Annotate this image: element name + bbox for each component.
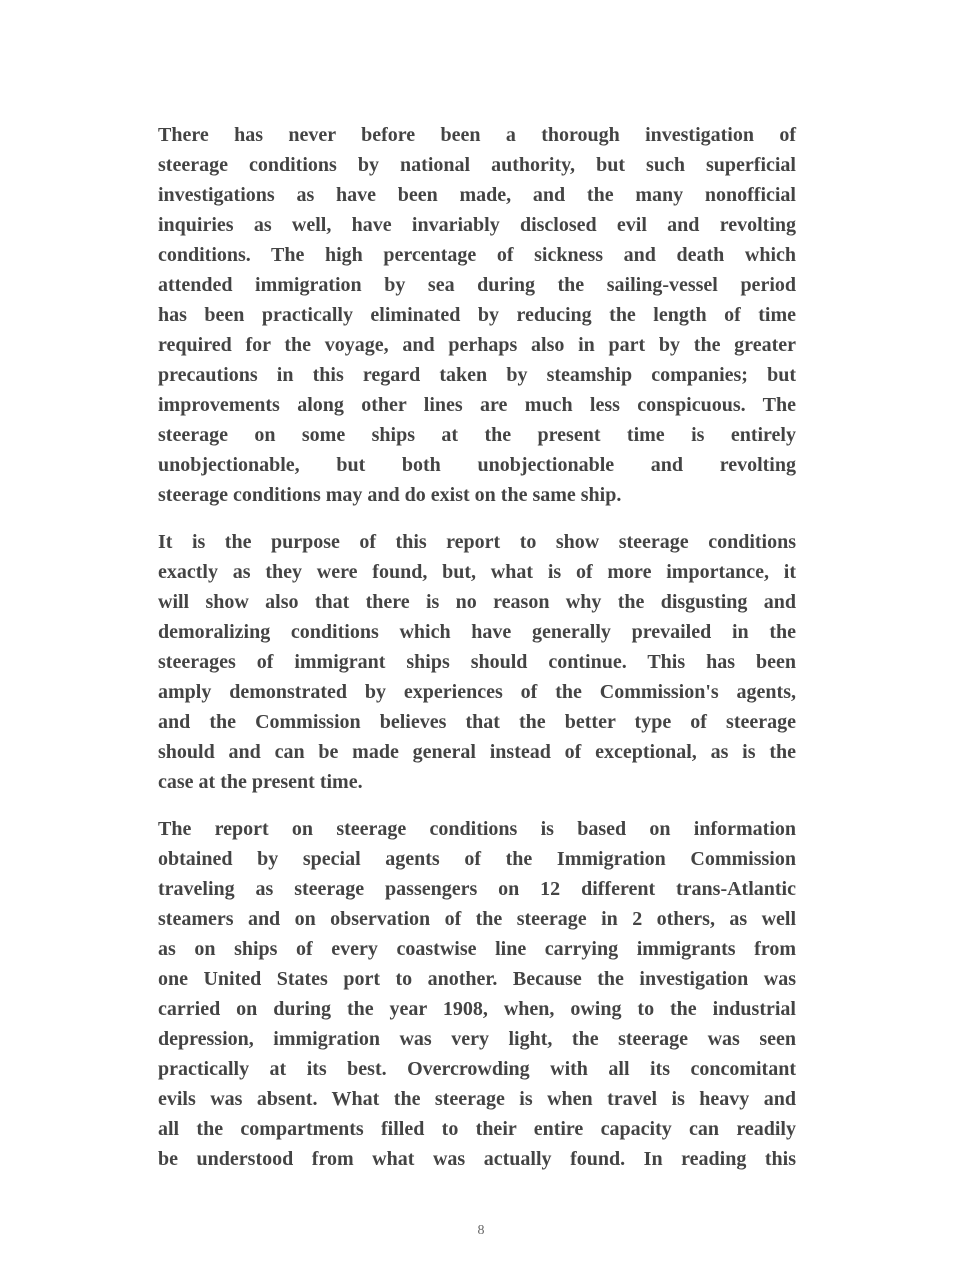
text-line: It is the purpose of this report to show steerage conditions (158, 531, 796, 553)
text-line: attended immigration by sea during the sailing-vessel period (158, 274, 796, 296)
text-line: steerages of immigrant ships should continue. This has been (158, 651, 796, 673)
text-line: amply demonstrated by experiences of the Commission's agents, (158, 681, 796, 703)
text-line: steerage on some ships at the present time is entirely (158, 424, 796, 446)
text-line: should and can be made general instead of exceptional, as is the (158, 741, 796, 763)
paragraph (158, 120, 796, 510)
text-line: evils was absent. What the steerage is when travel is heavy and (158, 1088, 796, 1110)
body-text (158, 120, 796, 1191)
text-line: carried on during the year 1908, when, owing to the industrial (158, 998, 796, 1020)
text-line: will show also that there is no reason why the disgusting and (158, 591, 796, 613)
text-line: steerage conditions may and do exist on the same ship. (158, 484, 622, 506)
page-number: 8 (477, 1223, 485, 1238)
text-line: traveling as steerage passengers on 12 different trans-Atlantic (158, 878, 796, 900)
text-line: improvements along other lines are much less conspicuous. The (158, 394, 796, 416)
text-line: one United States port to another. Because the investigation was (158, 968, 796, 990)
paragraph (158, 527, 796, 797)
text-line: There has never before been a thorough investigation of (158, 124, 796, 146)
text-line: The report on steerage conditions is based on information (158, 818, 796, 840)
text-line: investigations as have been made, and the many nonofficial (158, 184, 796, 206)
text-line: required for the voyage, and perhaps also in part by the greater (158, 334, 796, 356)
text-line: be understood from what was actually found. In reading this (158, 1148, 796, 1170)
text-line: all the compartments filled to their entire capacity can readily (158, 1118, 796, 1140)
text-line: has been practically eliminated by reducing the length of time (158, 304, 796, 326)
text-line: unobjectionable, but both unobjectionable and revolting (158, 454, 796, 476)
text-line: case at the present time. (158, 771, 363, 793)
text-line: conditions. The high percentage of sickness and death which (158, 244, 796, 266)
text-line: exactly as they were found, but, what is of more importance, it (158, 561, 796, 583)
text-line: and the Commission believes that the better type of steerage (158, 711, 796, 733)
text-line: steamers and on observation of the steerage in 2 others, as well (158, 908, 796, 930)
paragraph (158, 814, 796, 1174)
text-line: inquiries as well, have invariably disclosed evil and revolting (158, 214, 796, 236)
text-line: demoralizing conditions which have generally prevailed in the (158, 621, 796, 643)
text-line: steerage conditions by national authority, but such superficial (158, 154, 796, 176)
text-line: precautions in this regard taken by steamship companies; but (158, 364, 796, 386)
text-line: obtained by special agents of the Immigration Commission (158, 848, 796, 870)
text-line: practically at its best. Overcrowding with all its concomitant (158, 1058, 796, 1080)
text-line: depression, immigration was very light, the steerage was seen (158, 1028, 796, 1050)
text-line: as on ships of every coastwise line carrying immigrants from (158, 938, 796, 960)
